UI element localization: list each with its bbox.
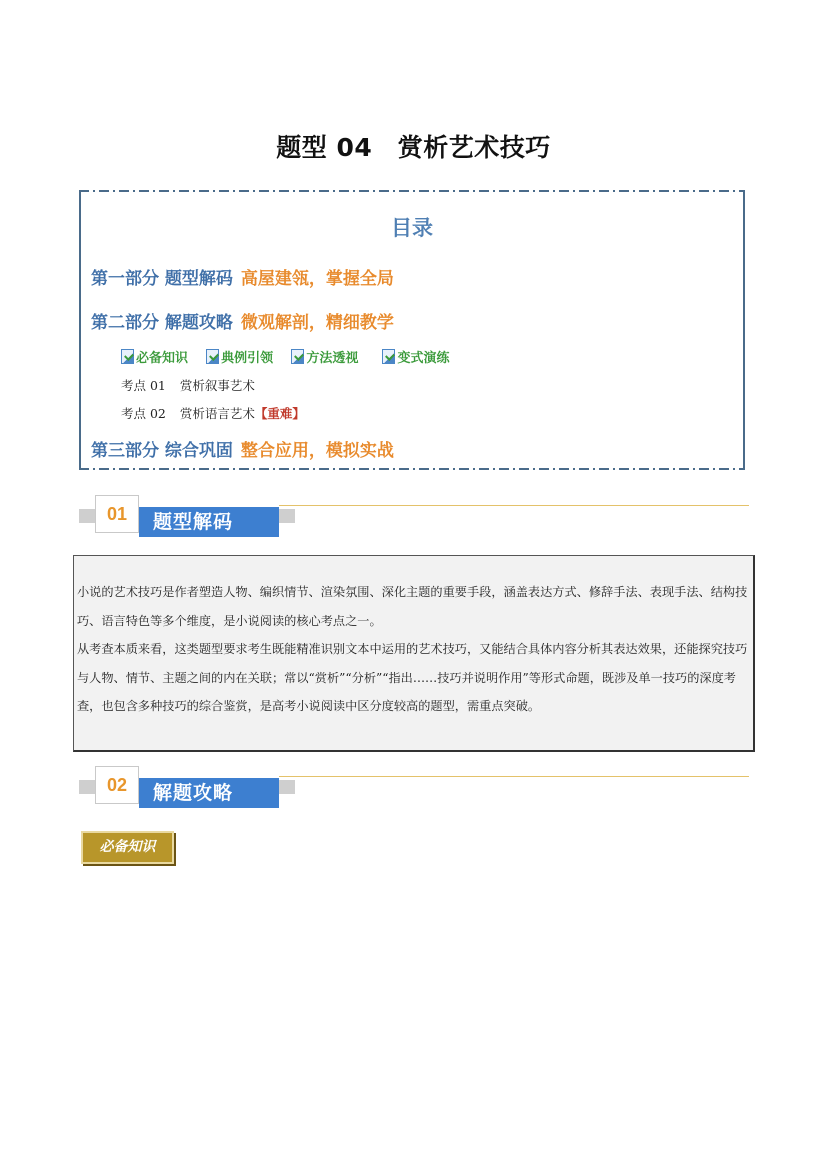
banner-decoration (279, 780, 295, 794)
toc-part-2[interactable] (91, 308, 394, 333)
kaodian-code: 考点 02 (121, 406, 166, 421)
section-label: 解题攻略 (139, 778, 279, 808)
toc-sub-label: 典例引领 (221, 351, 274, 366)
banner-decoration (79, 780, 95, 794)
banner-decoration (79, 509, 95, 523)
document-check-icon (382, 349, 395, 364)
toc-part-3-tag: 整合应用，模拟实战 (240, 441, 394, 461)
intro-textbox (73, 555, 755, 752)
section-banner-01 (79, 495, 749, 537)
essential-knowledge-badge: 必备知识 (81, 831, 174, 864)
toc-part-1[interactable] (91, 264, 394, 289)
banner-rule (279, 776, 749, 777)
toc-sub-essential-knowledge[interactable] (121, 347, 188, 366)
toc-sub-label: 必备知识 (136, 351, 189, 366)
toc-part-2-tag: 微观解剖，精细教学 (240, 313, 394, 333)
toc-kaodian-2[interactable] (121, 404, 305, 422)
kaodian-difficulty-mark: 【重难】 (254, 406, 305, 421)
toc-part-1-tag: 高屋建瓴，掌握全局 (240, 269, 394, 289)
toc-kaodian-1[interactable] (121, 376, 255, 394)
section-banner-02 (79, 766, 749, 808)
toc-part-1-name: 第一部分 题型解码 (91, 269, 233, 289)
toc-sub-label: 方法透视 (306, 351, 359, 366)
toc-sub-practice[interactable] (382, 347, 449, 366)
kaodian-code: 考点 01 (121, 378, 166, 393)
toc-subsections (121, 347, 463, 366)
kaodian-title: 赏析叙事艺术 (179, 378, 255, 393)
intro-paragraph-2: 从考查本质来看，这类题型要求考生既能精准识别文本中运用的艺术技巧，又能结合具体内容分析其表达效果，还能探究技巧与人物、情节、主题之间的内在关联；常以“赏析”“分析”“指出……技巧并说明作用”等形式命题，既涉及单一技巧的深度考查，也包含多种技巧的综合鉴赏，是高考小说阅读中区分度较高的题型，需重点突破。 (77, 642, 748, 713)
document-check-icon (121, 349, 134, 364)
toc-sub-label: 变式演练 (397, 351, 450, 366)
section-label: 题型解码 (139, 507, 279, 537)
table-of-contents (79, 190, 745, 470)
page-title: 题型 04 赏析艺术技巧 (276, 133, 551, 162)
toc-part-2-name: 第二部分 解题攻略 (91, 313, 233, 333)
kaodian-title: 赏析语言艺术 (179, 406, 255, 421)
section-number: 02 (95, 766, 139, 804)
intro-paragraph-1: 小说的艺术技巧是作者塑造人物、编织情节、渲染氛围、深化主题的重要手段，涵盖表达方式、修辞手法、表现手法、结构技巧、语言特色等多个维度，是小说阅读的核心考点之一。 (77, 585, 748, 628)
toc-part-3[interactable] (91, 436, 394, 461)
section-number: 01 (95, 495, 139, 533)
banner-rule (279, 505, 749, 506)
toc-sub-methods[interactable] (291, 347, 358, 366)
toc-sub-examples[interactable] (206, 347, 273, 366)
toc-heading: 目录 (391, 216, 433, 240)
document-check-icon (206, 349, 219, 364)
toc-part-3-name: 第三部分 综合巩固 (91, 441, 233, 461)
document-check-icon (291, 349, 304, 364)
banner-decoration (279, 509, 295, 523)
